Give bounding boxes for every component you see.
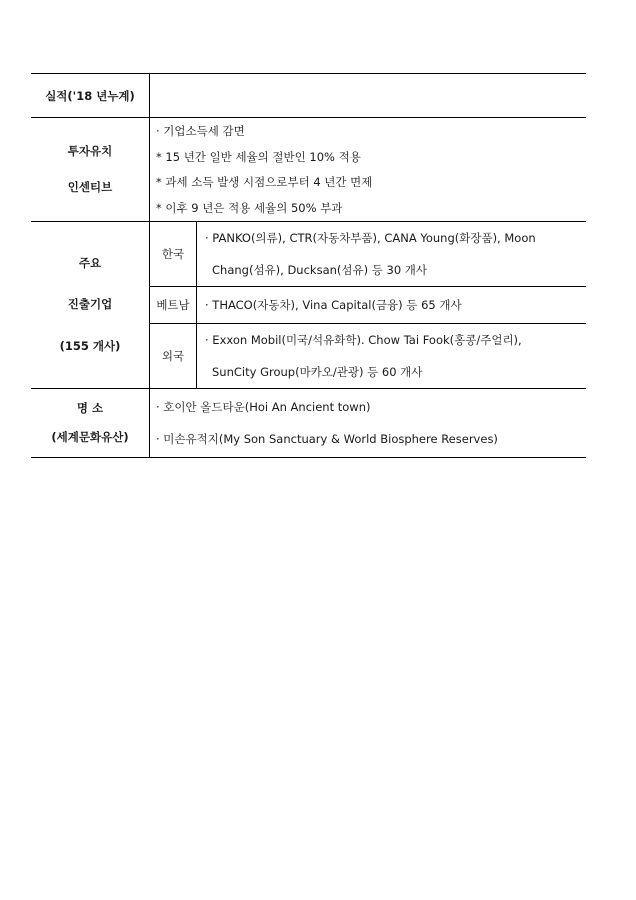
companies-label-cell [31, 222, 150, 389]
landmarks-label-cell [31, 389, 150, 458]
company-line: Chang(섬유), Ducksan(섬유) 등 30 개사 [212, 263, 428, 277]
companies-label-line2: 진출기업 [67, 297, 113, 312]
incentive-label-line2: 인센티브 [67, 180, 113, 194]
company-line: SunCity Group(마카오/관광) 등 60 개사 [212, 365, 423, 379]
incentive-label-cell [31, 118, 150, 222]
incentive-line: * 과세 소득 발생 시점으로부터 4 년간 면제 [156, 175, 373, 189]
incentive-content-cell [150, 118, 587, 222]
incentive-line: * 15 년간 일반 세율의 절반인 10% 적용 [156, 149, 361, 164]
performance-label: 실적('18 년누계) [45, 88, 135, 103]
companies-row-korea [31, 222, 586, 287]
companies-content-korea [197, 222, 587, 287]
landmarks-row [31, 389, 586, 458]
country-label: 한국 [161, 247, 185, 261]
incentive-row [31, 118, 586, 222]
company-line: · THACO(자동차), Vina Capital(금융) 등 65 개사 [205, 298, 462, 312]
companies-label-line1: 주요 [78, 255, 102, 270]
landmark-line: · 미손유적지(My Son Sanctuary & World Biosphere Reserves) [156, 432, 498, 446]
vietnam-zone-info-table [31, 73, 586, 458]
country-cell-vietnam [150, 287, 197, 324]
incentive-line: · 기업소득세 감면 [156, 124, 245, 138]
incentive-line: * 이후 9 년은 적용 세율의 50% 부과 [156, 200, 343, 215]
companies-content-vietnam [197, 287, 587, 324]
companies-label-line3: (155 개사) [59, 338, 121, 353]
performance-row [31, 74, 586, 118]
landmarks-label-line1: 명 소 [76, 401, 104, 415]
company-line: · PANKO(의류), CTR(자동차부품), CANA Young(화장품), Moon [205, 231, 536, 245]
performance-label-cell [31, 74, 150, 118]
country-label: 베트남 [156, 298, 190, 312]
landmarks-content-cell [150, 389, 587, 458]
country-label: 외국 [161, 349, 185, 363]
performance-value-cell [150, 74, 587, 118]
company-line: · Exxon Mobil(미국/석유화학). Chow Tai Fook(홍콩/주얼리), [205, 333, 522, 347]
incentive-label-line1: 투자유치 [67, 143, 113, 158]
country-cell-korea [150, 222, 197, 287]
country-cell-foreign [150, 324, 197, 389]
landmark-line: · 호이안 올드타운(Hoi An Ancient town) [156, 400, 371, 414]
landmarks-label-line2: (세계문화유산) [51, 429, 129, 444]
companies-content-foreign [197, 324, 587, 389]
